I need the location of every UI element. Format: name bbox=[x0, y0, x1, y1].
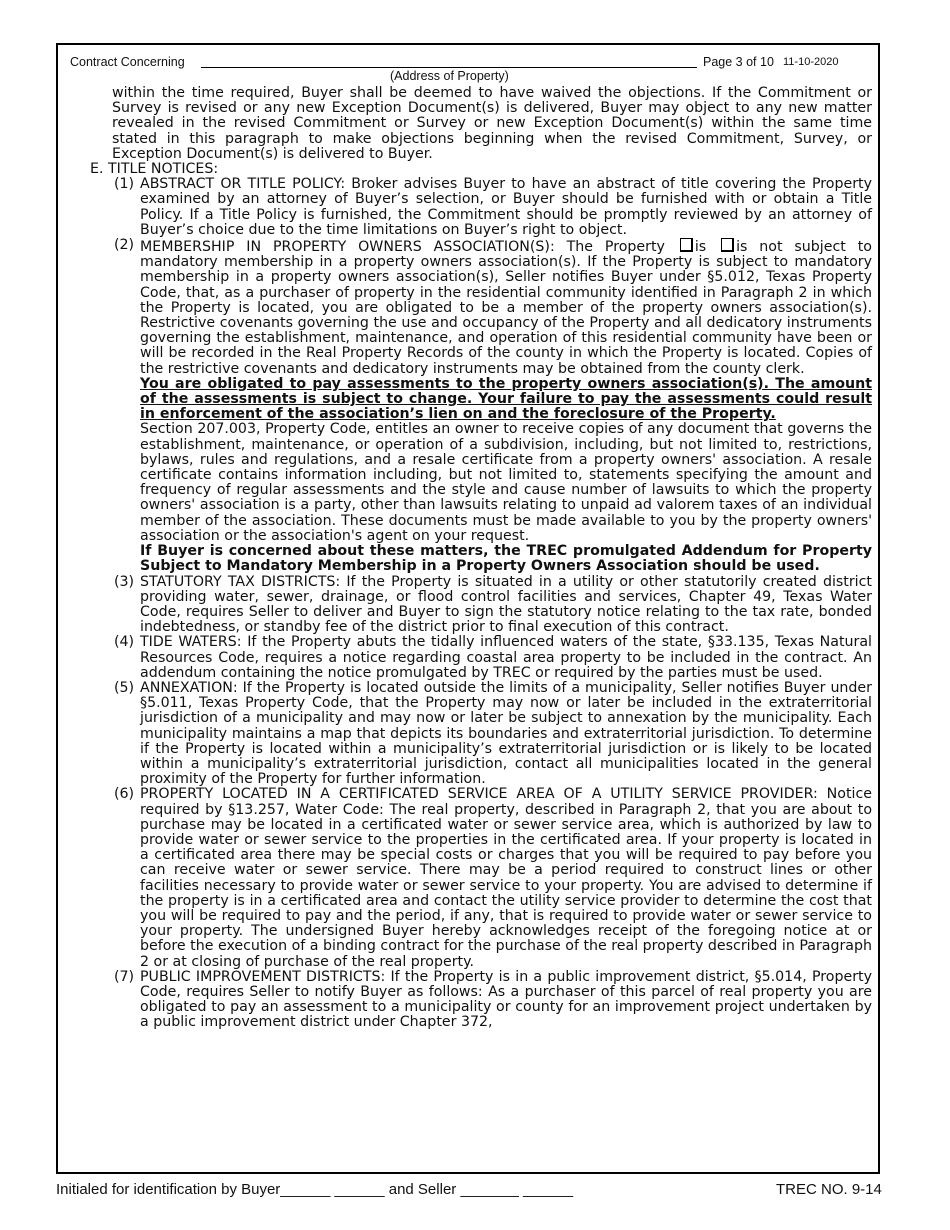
notice-item-4 bbox=[84, 635, 872, 681]
document-body bbox=[84, 86, 872, 1031]
poa-text: to mandatory membership in a property owners association(s). If the Property is subject to mandatory membership in a property owners association(s), Seller notifies Buyer under §5.012, Texas Property Code, that, as a purchaser of property in the residential community identified in Paragraph 2 in which the Property is located, you are obligated to be a member of the property owners association(s). Restrictive covenants governing the use and occupancy of the Property and all dedicatory instruments governing the establishment, maintenance, and operation of this residential community have been or will be recorded in the Real Property Records of the county in which the Property is located. Copies of the restrictive covenants and dedicatory instruments may be obtained from the county clerk. bbox=[140, 239, 872, 377]
initials-line[interactable]: Initialed for identification by Buyer______ ______ and Seller _______ ______ bbox=[56, 1181, 574, 1198]
contract-concerning-label: Contract Concerning bbox=[70, 55, 185, 69]
item-number: (1) bbox=[114, 176, 135, 193]
section-207-text: Section 207.003, Property Code, entitles an owner to receive copies of any document that governs the establishment, maintenance, or operation of a subdivision, including, but not limited to, restrictions, bylaws, rules and regulations, and a resale certificate from a property owners' association. A resale certificate contains information including, but not limited to, statements specifying the amount and frequency of regular assessments and the style and cause number of lawsuits to which the property owners' association is a party, other than lawsuits relating to unpaid ad valorem taxes of an individual member of the association. These documents must be made available to you by the property owners' association or the association's agent on your request. bbox=[140, 421, 872, 544]
item-number: (4) bbox=[114, 634, 135, 651]
item-text: STATUTORY TAX DISTRICTS: If the Property is situated in a utility or other statutorily created district providing water, sewer, drainage, or flood control facilities and services, Chapter 49, Texas Water Code, requires Seller to deliver and Buyer to sign the statutory notice relating to the tax rate, bonded indebtedness, or standby fee of the district prior to final execution of this contract. bbox=[140, 573, 872, 636]
addendum-advice: If Buyer is concerned about these matters, the TREC promulgated Addendum for Property Subject to Mandatory Membership in a Property Owners Association should be used. bbox=[140, 543, 872, 575]
is-not-checkbox[interactable] bbox=[721, 238, 734, 252]
notice-item-3 bbox=[84, 575, 872, 636]
item-number: (7) bbox=[114, 968, 135, 985]
section-e-heading: E. TITLE NOTICES: bbox=[90, 161, 219, 178]
item-number: (3) bbox=[114, 573, 135, 590]
address-caption: (Address of Property) bbox=[390, 69, 509, 83]
notice-item-5 bbox=[84, 681, 872, 787]
item-text: TIDE WATERS: If the Property abuts the tidally influenced waters of the state, §33.135, Texas Natural Resources Code, requires a notice regarding coastal area property to be included in the contract. An addendum containing the notice promulgated by TREC or required by the parties must be used. bbox=[140, 634, 872, 681]
item-text: PUBLIC IMPROVEMENT DISTRICTS: If the Property is in a public improvement district, §5.014, Property Code, requires Seller to notify Buyer as follows: As a purchaser of this parcel of real property you are obligated to pay an assessment to a municipality or county for an improvement project undertaken by a public improvement district under Chapter 372, bbox=[140, 968, 872, 1031]
item-number: (6) bbox=[114, 786, 135, 803]
is-option-label: is bbox=[694, 239, 707, 256]
item-text: ABSTRACT OR TITLE POLICY: Broker advises Buyer to have an abstract of title covering the Property examined by an attorney of Buyer’s selection, or Buyer should be furnished with or obtain a Title Policy. If a Title Policy is furnished, the Commitment should be promptly reviewed by an attorney of Buyer’s choice due to the time limitations on Buyer’s right to object. bbox=[140, 176, 872, 238]
item-text: ANNEXATION: If the Property is located outside the limits of a municipality, Seller notifies Buyer under §5.011, Texas Property Code, that the Property may now or later be included in the extraterritorial jurisdiction of a municipality and may now or later be subject to annexation by the municipality. Each municipality maintains a map that depicts its boundaries and extraterritorial jurisdiction. To determine if the Property is located within a municipality’s extraterritorial jurisdiction or is likely to be located within a municipality’s extraterritorial jurisdiction, contact all municipalities located in the general proximity of the Property for further information. bbox=[140, 679, 872, 788]
poa-intro bbox=[140, 238, 872, 377]
form-number: TREC NO. 9-14 bbox=[776, 1181, 882, 1198]
form-date: 11-10-2020 bbox=[783, 56, 839, 68]
notice-item-1 bbox=[84, 177, 872, 238]
notice-item-6 bbox=[84, 787, 872, 969]
carryover-paragraph: within the time required, Buyer shall be deemed to have waived the objections. If the Commitment or Survey is revised or any new Exception Document(s) is delivered, Buyer may object to any new matter revealed in the revised Commitment or Survey or new Exception Document(s) within the same time stated in this paragraph to make objections beginning when the revised Commitment, Survey, or Exception Document(s) is delivered to Buyer. bbox=[112, 85, 872, 162]
poa-lead: MEMBERSHIP IN PROPERTY OWNERS ASSOCIATION(S): The Property bbox=[140, 239, 665, 256]
page-number: Page 3 of 10 bbox=[703, 55, 774, 69]
assessment-warning: You are obligated to pay assessments to the property owners association(s). The amount of the assessments is subject to change. Your failure to pay the assessments could result in enforcement of the association’s lien on and the foreclosure of the Property. bbox=[140, 375, 872, 423]
notice-item-2 bbox=[84, 238, 872, 574]
item-text: PROPERTY LOCATED IN A CERTIFICATED SERVICE AREA OF A UTILITY SERVICE PROVIDER: Notice required by §13.257, Water Code: The real property, described in Paragraph 2, that you are about to purchase may be located in a certificated water or sewer service area, which is authorized by law to provide water or sewer service to the properties in the certificated area. If your property is located in a certificated area there may be special costs or charges that you will be required to pay before you can receive water or sewer service. There may be a period required to construct lines or other facilities necessary to provide water or sewer service to your property. You are advised to determine if the property is in a certificated area and contact the utility service provider to determine the cost that you will be required to pay and the period, if any, that is required to provide water or sewer service to your property. The undersigned Buyer hereby acknowledges receipt of the foregoing notice at or before the execution of a binding contract for the purchase of the real property described in Paragraph 2 or at closing of purchase of the real property. bbox=[140, 786, 872, 970]
is-checkbox[interactable] bbox=[680, 238, 693, 252]
item-number: (2) bbox=[114, 237, 135, 254]
notice-item-7 bbox=[84, 970, 872, 1031]
item-number: (5) bbox=[114, 679, 135, 696]
is-not-option-label: is not subject bbox=[736, 239, 846, 256]
address-blank-line[interactable] bbox=[201, 67, 697, 68]
